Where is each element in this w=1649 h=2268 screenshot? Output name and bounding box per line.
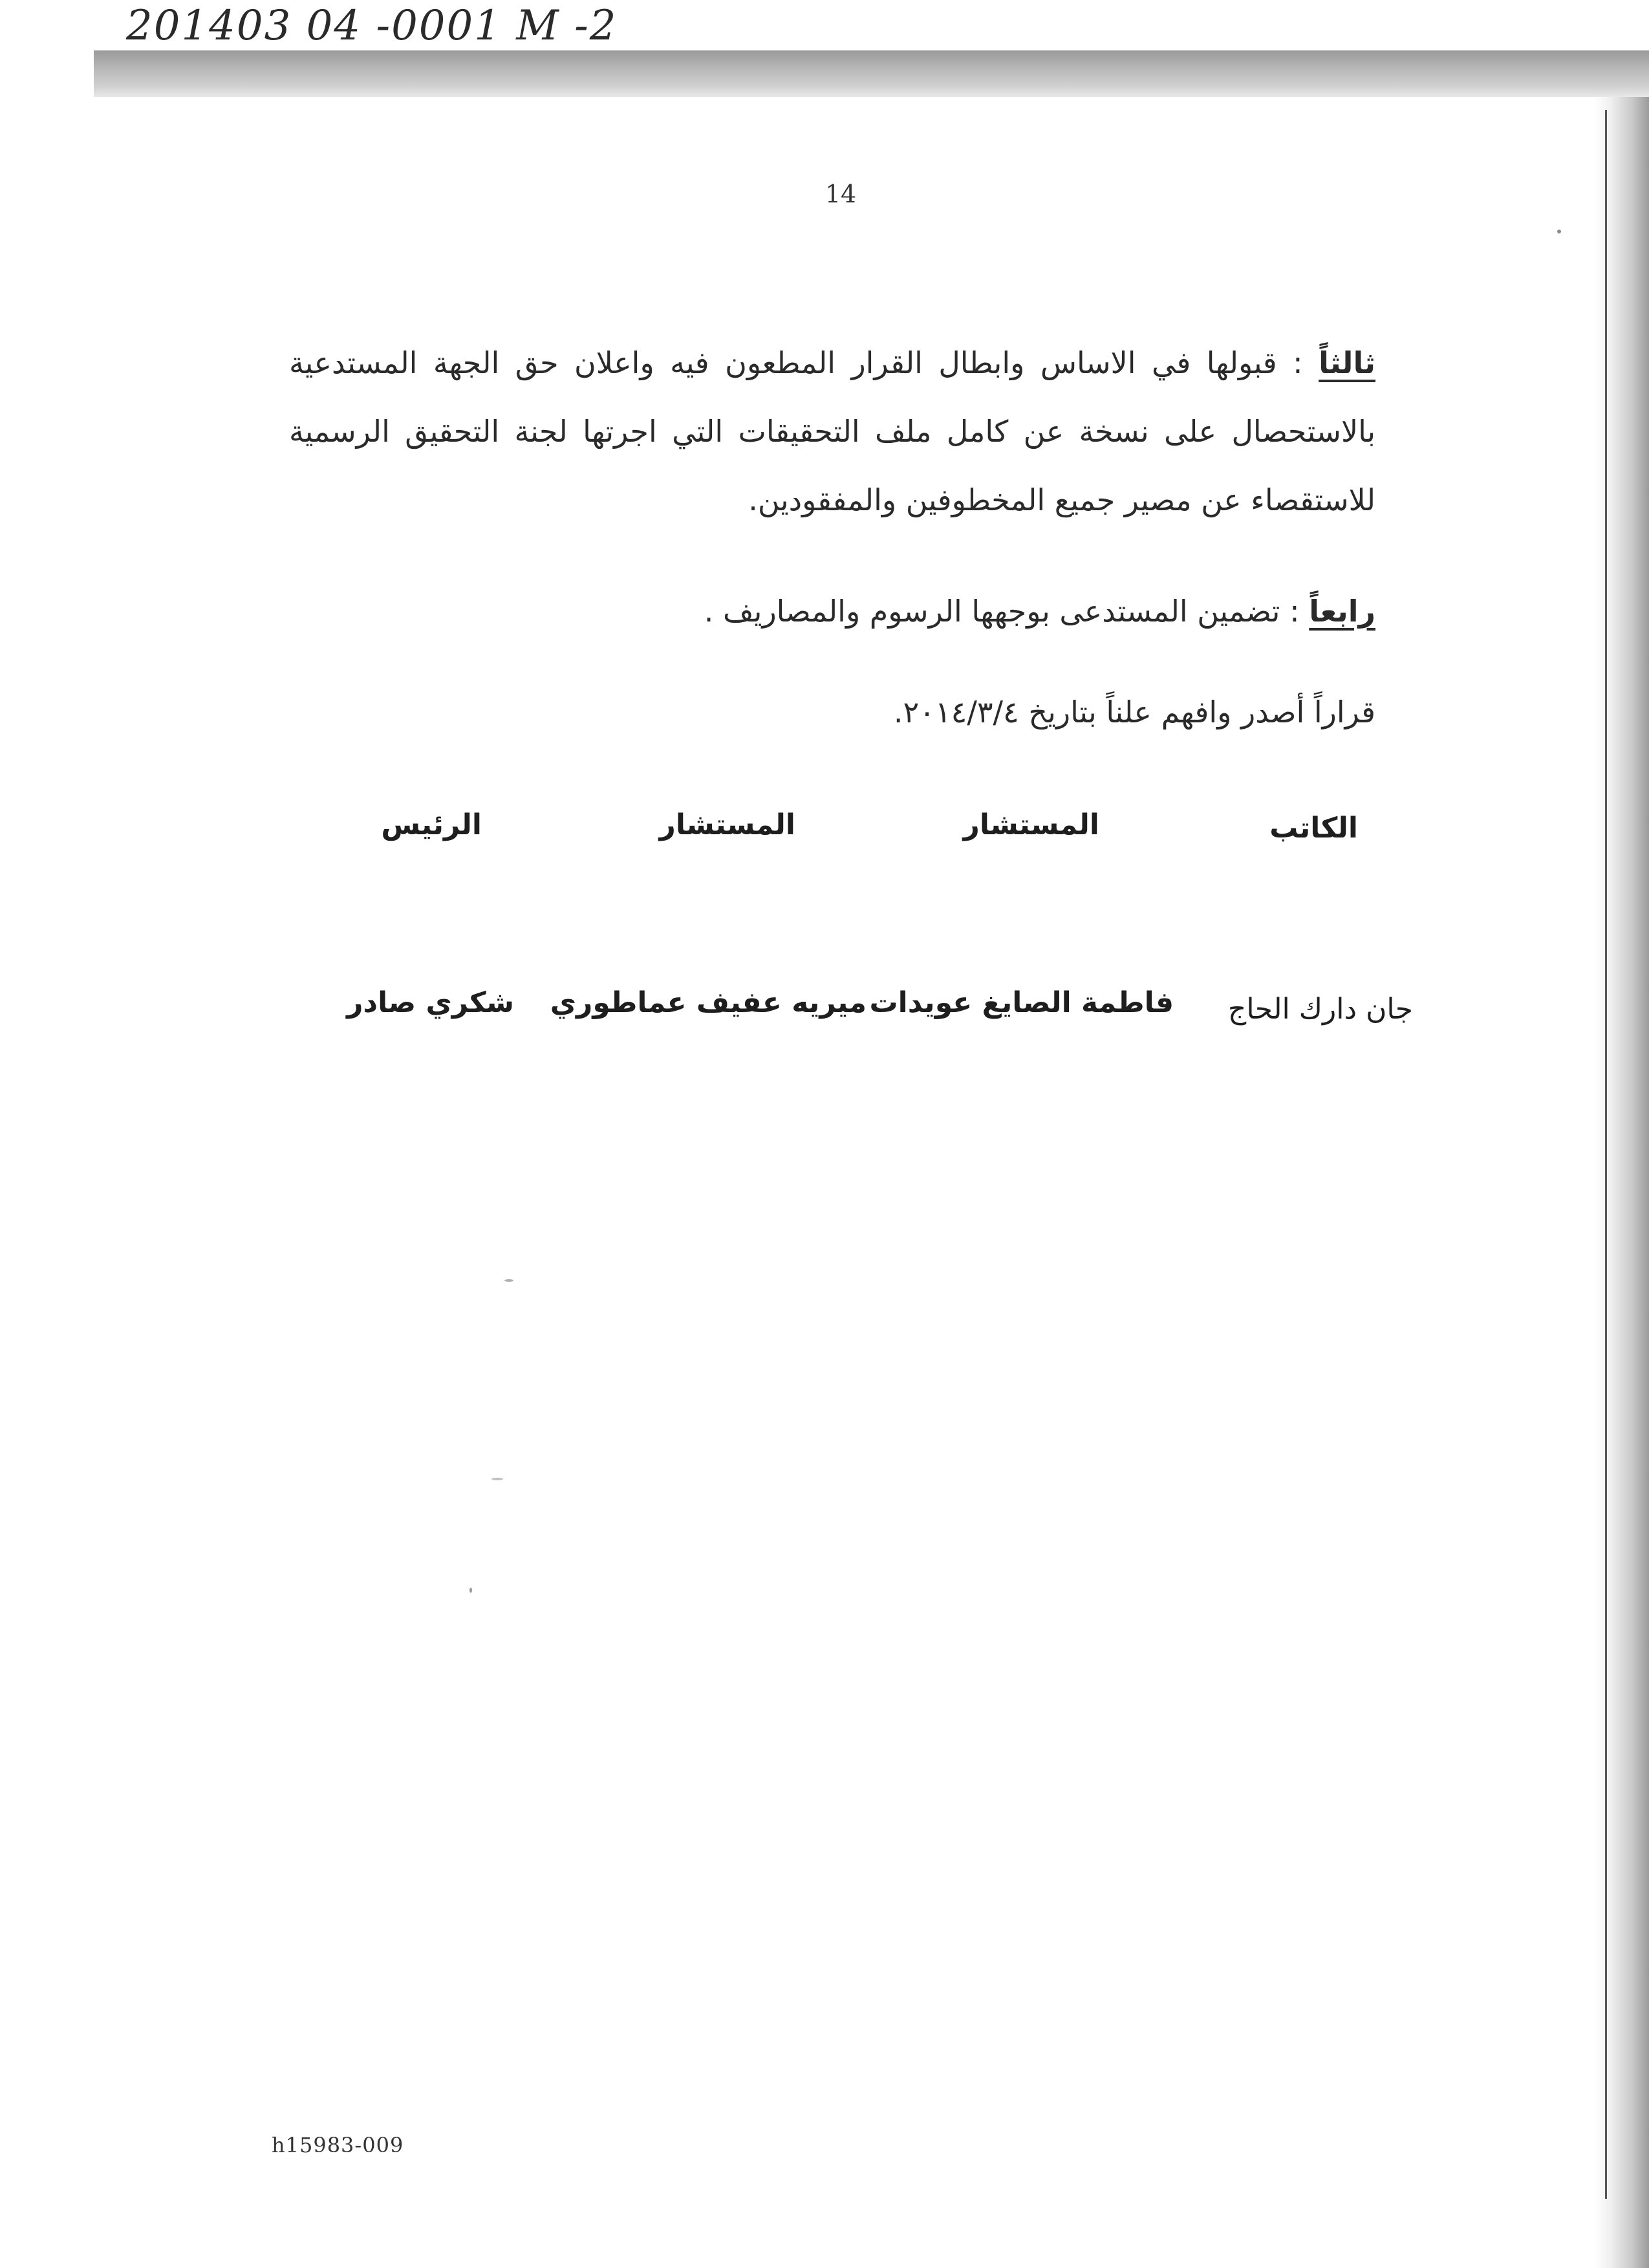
fourth-clause [289,577,1375,645]
fourth-clause-text: تضمين المستدعى بوجهها الرسوم والمصاريف . [704,594,1280,629]
title-counsellor-2: المستشار [659,808,795,841]
third-clause-line-3: للاستقصاء عن مصير جميع المخطوفين والمفقودين. [748,482,1375,517]
scan-top-shadow [94,50,1649,97]
fourth-clause-line [289,577,1375,645]
name-president: شكري صادر [347,986,514,1019]
scan-right-border-line [1605,110,1607,2199]
decision-statement [289,678,1375,746]
title-counsellor-1: المستشار [963,808,1099,841]
scan-right-shadow [1594,97,1649,2268]
title-clerk: الكاتب [1269,812,1358,845]
third-clause-separator: : [1277,345,1319,380]
third-clause-line-1 [289,329,1375,397]
scan-speck [504,1279,513,1282]
fourth-clause-label: رابعاً [1309,594,1375,629]
name-counsellor-2: ميريه عفيف عماطوري [550,986,867,1019]
scan-speck [1557,230,1561,233]
third-clause-text-1: قبولها في الاساس وابطال القرار المطعون فيه واعلان حق الجهة المستدعية [289,345,1277,380]
third-clause [289,329,1375,534]
handwritten-reference: 201403 04 -0001 M -2 [126,2,618,50]
third-clause-line-2: بالاستحصال على نسخة عن كامل ملف التحقيقات التي اجرتها لجنة التحقيق الرسمية [289,414,1375,449]
document-code: h15983-009 [272,2133,404,2157]
name-clerk: جان دارك الحاج [1227,993,1413,1026]
title-president: الرئيس [381,808,482,841]
name-counsellor-1: فاطمة الصايغ عويدات [869,986,1174,1019]
scan-speck [491,1478,503,1480]
decision-line: قراراً أصدر وافهم علناً بتاريخ ٢٠١٤/٣/٤. [893,695,1375,729]
scan-speck [469,1588,472,1593]
fourth-clause-separator: : [1280,594,1310,629]
third-clause-label: ثالثاً [1319,345,1375,380]
page-number: 14 [824,180,857,208]
